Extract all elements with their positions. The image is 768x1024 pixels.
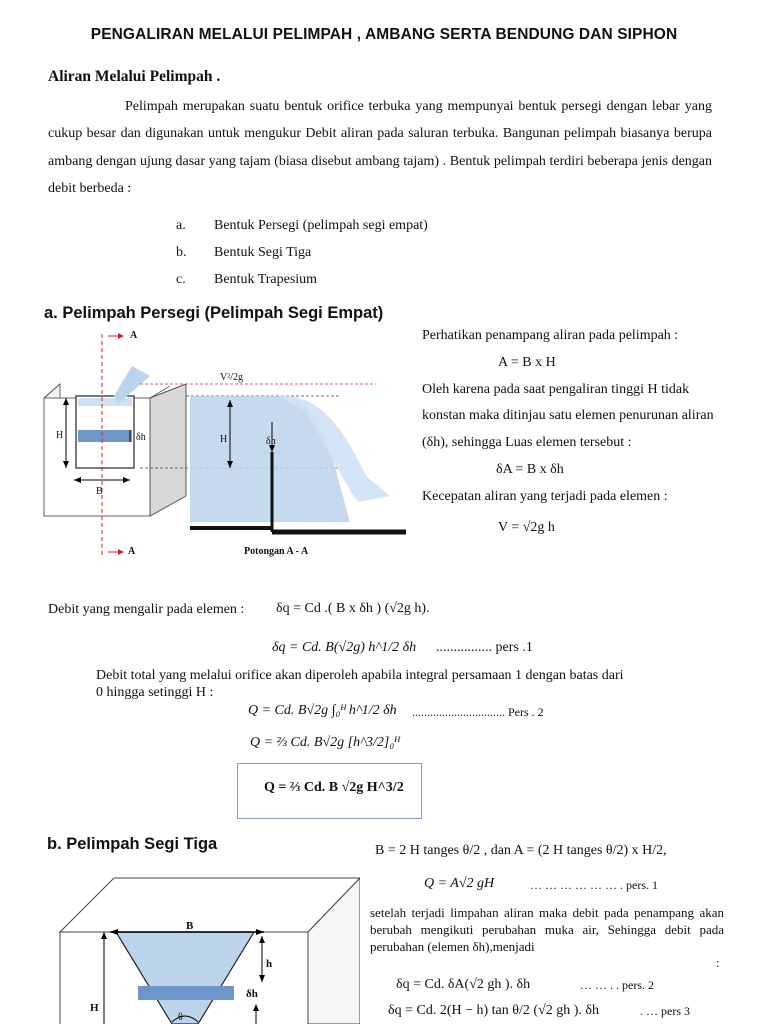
eq-pers-1: δq = Cd. B(√2g) h^1/2 δh bbox=[272, 640, 417, 655]
eq-result: Q = ⅔ Cd. B √2g H^3/2 bbox=[264, 780, 404, 795]
eq-debit-element: δq = Cd .( B x δh ) (√2g h). bbox=[276, 601, 430, 616]
eq-area: A = B x H bbox=[498, 355, 556, 370]
list-marker-c: c. bbox=[176, 272, 186, 287]
eq-b-pers-3: δq = Cd. 2(H − h) tan θ/2 (√2 gh ). δh bbox=[388, 1003, 599, 1018]
debit-label: Debit yang mengalir pada elemen : bbox=[48, 602, 245, 617]
eq-b-width: B = 2 H tanges θ/2 , dan A = (2 H tanges θ/2) x H/2, bbox=[375, 843, 667, 858]
section-b-colon: : bbox=[716, 955, 720, 970]
list-marker-b: b. bbox=[176, 245, 187, 260]
section-heading-persegi: a. Pelimpah Persegi (Pelimpah Segi Empat) bbox=[44, 304, 384, 322]
eq-b-pers-1-ref: … … … … … … . pers. 1 bbox=[530, 878, 658, 892]
label-a-top: A bbox=[130, 330, 138, 341]
right-text-3: Oleh karena pada saat pengaliran tinggi H tidak bbox=[422, 382, 690, 397]
element-strip-left bbox=[78, 430, 132, 442]
list-item-a: Bentuk Persegi (pelimpah segi empat) bbox=[214, 218, 428, 233]
label-theta: θ bbox=[178, 1012, 183, 1023]
label-h-big: H bbox=[90, 1002, 99, 1014]
eq-b-pers-1: Q = A√2 gH bbox=[424, 876, 495, 891]
list-item-c: Bentuk Trapesium bbox=[214, 272, 318, 287]
intro-paragraph: Pelimpah merupakan suatu bentuk orifice terbuka yang mempunyai bentuk persegi dengan lebar yang cukup besar dan digunakan untuk mengukur Debit aliran pada saluran terbuka. Bangunan pelimpah biasanya berupa ambang dengan ujung dasar yang tajam (biasa disebut ambang tajam) . Bentuk pelimpah terdiri beberapa jenis dengan debit berbeda : bbox=[48, 99, 712, 196]
total-debit-text-2: 0 hingga setinggi H : bbox=[96, 685, 214, 700]
page-title: PENGALIRAN MELALUI PELIMPAH , AMBANG SERTA BENDUNG DAN SIPHON bbox=[90, 26, 678, 43]
eq-b-pers-2-ref: … … . . pers. 2 bbox=[580, 978, 654, 992]
result-box bbox=[237, 763, 422, 819]
right-text-1: Perhatikan penampang aliran pada pelimpah : bbox=[422, 328, 679, 343]
right-text-7: Kecepatan aliran yang terjadi pada elemen : bbox=[422, 489, 668, 504]
label-dh-left: δh bbox=[136, 432, 146, 443]
eq-velocity: V = √2g h bbox=[498, 520, 555, 535]
right-text-5: (δh), sehingga Luas elemen tersebut : bbox=[422, 435, 632, 450]
list-marker-a: a. bbox=[176, 218, 186, 233]
right-text-4: konstan maka ditinjau satu elemen penurunan aliran bbox=[422, 408, 714, 423]
triangular-weir-diagram bbox=[40, 870, 360, 1024]
eq-pers-1-ref: ................ pers .1 bbox=[436, 640, 533, 655]
label-b-width: B bbox=[186, 920, 194, 932]
label-dh-right: δh bbox=[266, 436, 276, 447]
eq-pers-2: Q = Cd. B√2g ∫₀ᴴ h^1/2 δh bbox=[248, 703, 397, 718]
weir-box-shadow-side bbox=[150, 384, 186, 516]
label-a-bottom: A bbox=[128, 546, 136, 557]
total-debit-text-1: Debit total yang melalui orifice akan diperoleh apabila integral persamaan 1 dengan batas dari bbox=[96, 668, 624, 683]
rectangular-weir-diagram bbox=[40, 326, 410, 570]
list-item-b: Bentuk Segi Tiga bbox=[214, 245, 312, 260]
element-strip-b bbox=[138, 986, 234, 1000]
label-h-left: H bbox=[56, 430, 64, 441]
label-dh-b: δh bbox=[246, 988, 258, 1000]
label-h-small: h bbox=[266, 958, 273, 970]
eq-b-pers-3-ref: . … pers 3 bbox=[640, 1004, 690, 1018]
eq-pers-2-ref: ............................... Pers . 2 bbox=[412, 705, 544, 719]
section-b-paragraph: setelah terjadi limpahan aliran maka debit pada penampang akan berubah mengikuti perubahan muka air, Sehingga debit pada perubahan (elemen δh),menjadi bbox=[370, 905, 724, 954]
section-heading-segitiga: b. Pelimpah Segi Tiga bbox=[47, 835, 218, 853]
eq-element-area: δA = B x δh bbox=[496, 462, 564, 477]
diagram-caption: Potongan A - A bbox=[244, 546, 309, 557]
eq-integrated: Q = ⅔ Cd. B√2g [h^3/2]₀ᴴ bbox=[250, 735, 400, 750]
label-h-right: H bbox=[220, 434, 228, 445]
eq-b-pers-2: δq = Cd. δA(√2 gh ). δh bbox=[396, 977, 531, 992]
label-v2g: V²/2g bbox=[220, 372, 243, 383]
label-b: B bbox=[96, 486, 103, 497]
section-heading-aliran: Aliran Melalui Pelimpah . bbox=[48, 68, 221, 85]
weir-box-top bbox=[60, 878, 360, 932]
